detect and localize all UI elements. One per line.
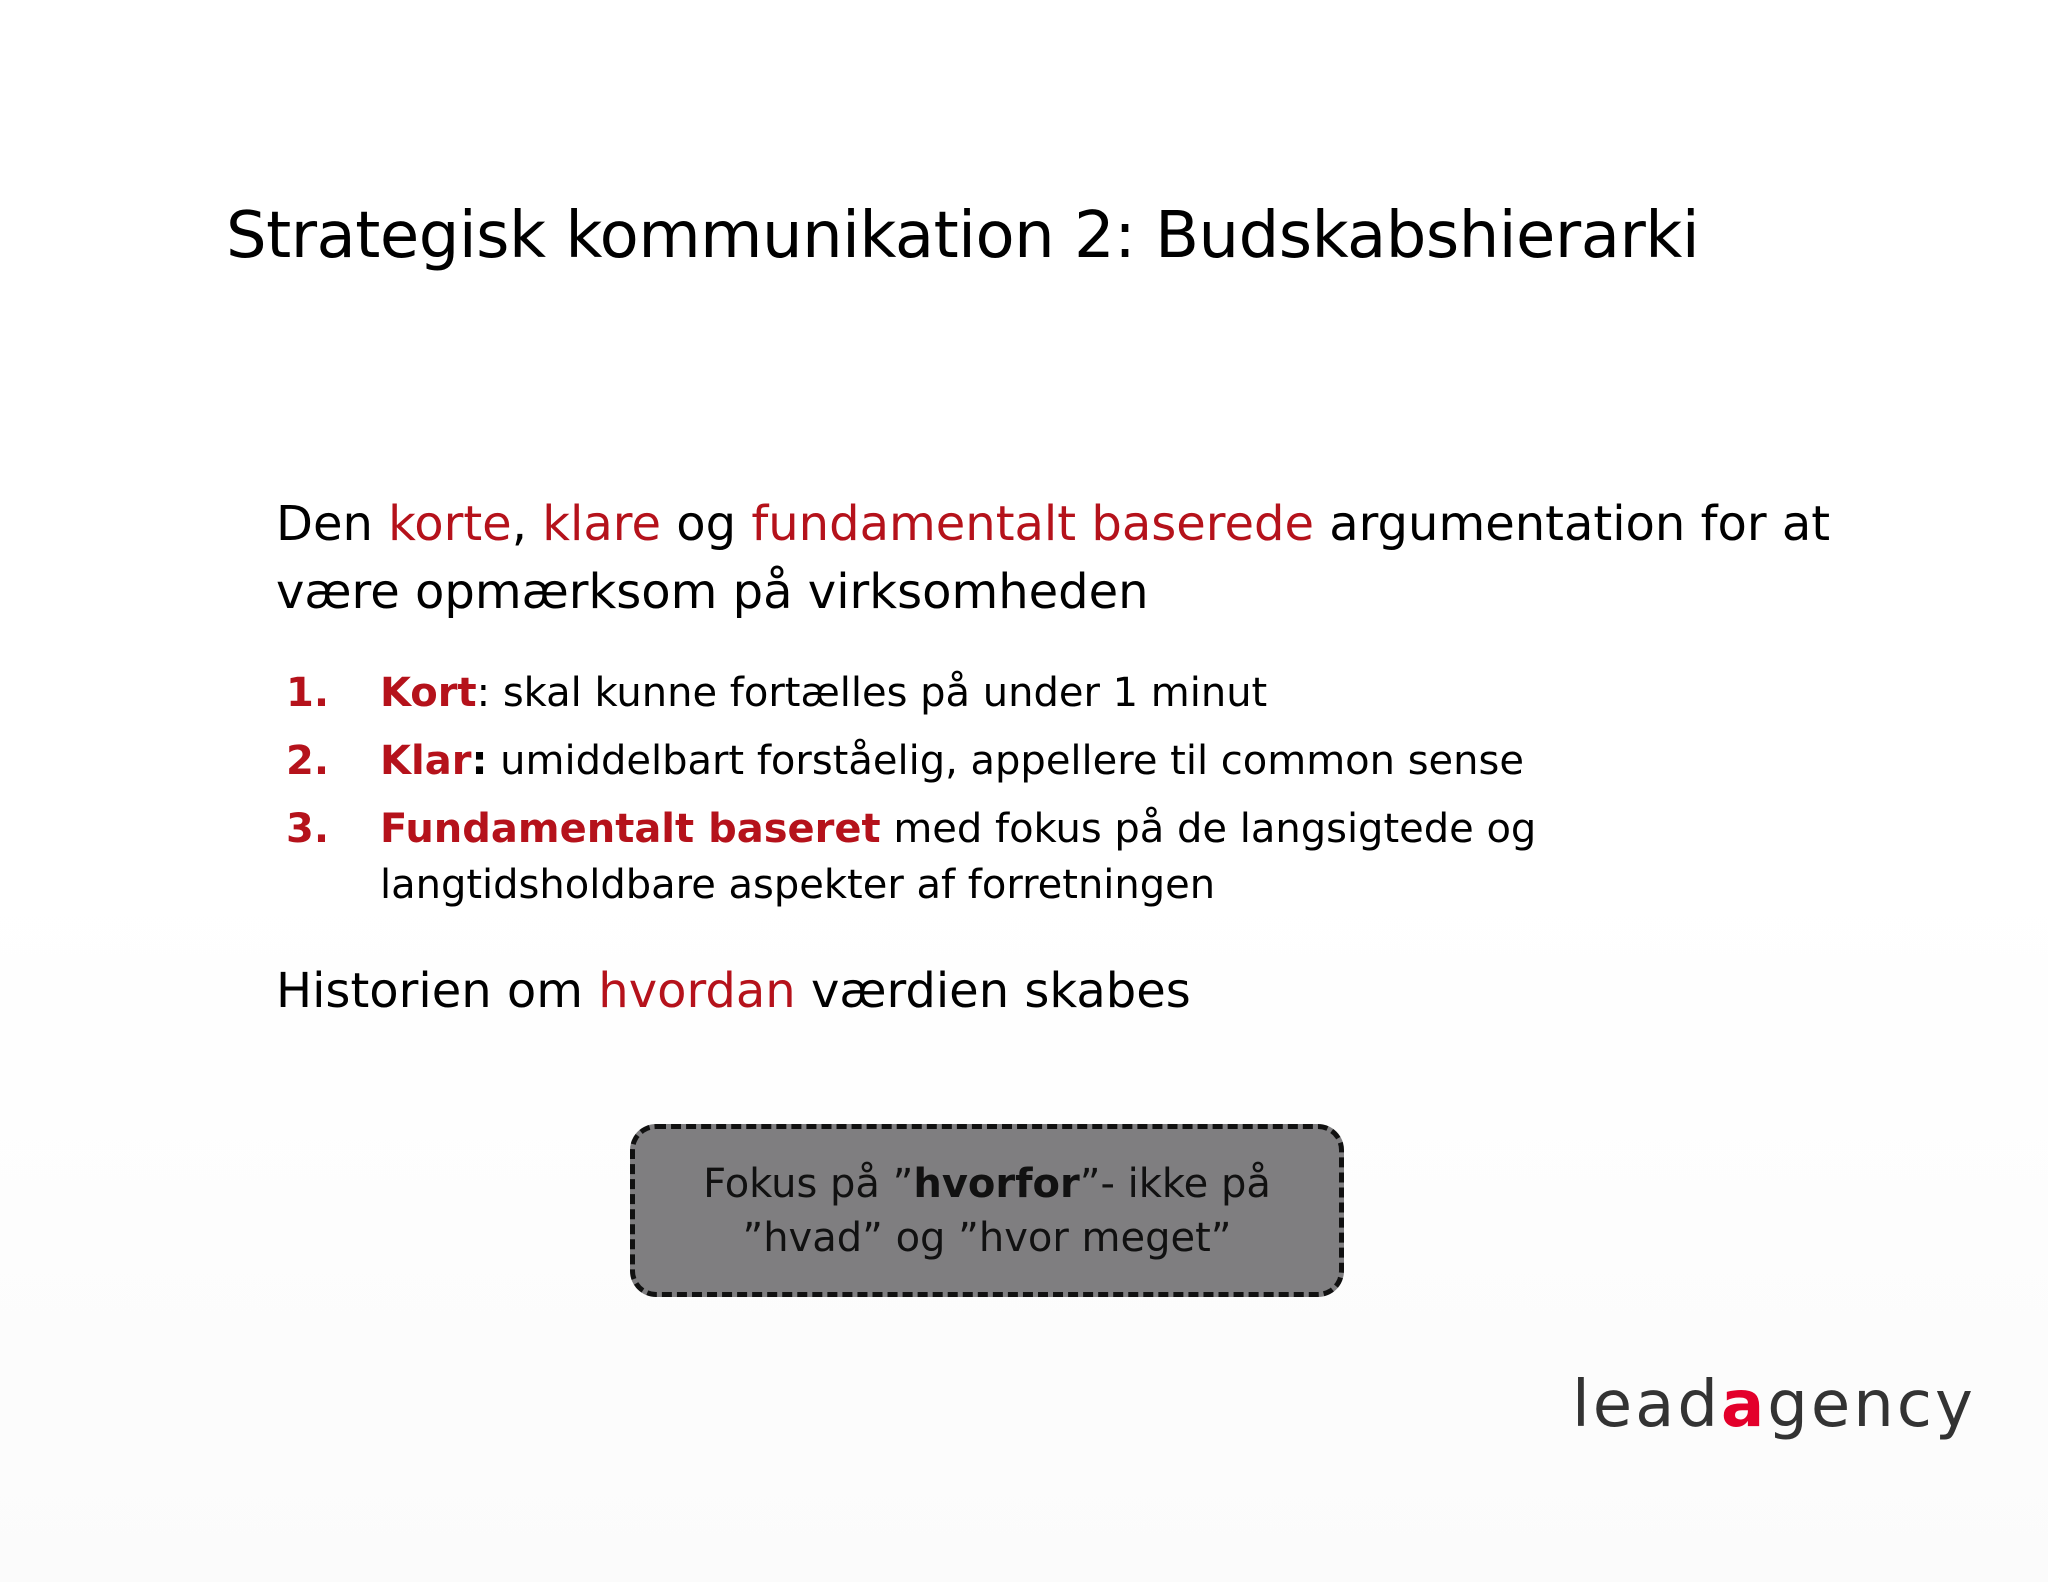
- list-item-separator: :: [471, 738, 488, 784]
- history-highlight: hvordan: [598, 963, 796, 1019]
- list-item: [276, 733, 1836, 789]
- logo-text: gency: [1767, 1368, 1976, 1442]
- lead-text: Den: [276, 496, 389, 552]
- list-item-text: skal kunne fortælles på under 1 minut: [490, 670, 1268, 716]
- lead-paragraph: [276, 490, 1836, 626]
- history-text: værdien skabes: [795, 963, 1191, 1019]
- list-item: [276, 801, 1836, 913]
- numbered-list: [276, 665, 1836, 925]
- callout-text-part: Fokus på ”: [703, 1160, 914, 1207]
- callout-box: [630, 1124, 1344, 1297]
- callout-text: [697, 1157, 1277, 1265]
- history-line: [276, 957, 1836, 1025]
- leadagency-logo: [1572, 1365, 1976, 1445]
- history-text: Historien om: [276, 963, 599, 1019]
- lead-text: argumentation for at være opmærksom på virksomheden: [276, 496, 1831, 620]
- list-item-text: umiddelbart forståelig, appellere til common sense: [487, 738, 1524, 784]
- slide-title: Strategisk kommunikation 2: Budskabshierarki: [226, 199, 1700, 273]
- callout-text-part: ”- ikke på ”hvad” og ”hvor meget”: [742, 1160, 1271, 1261]
- logo-accent-letter: a: [1721, 1368, 1768, 1442]
- callout-emphasis: hvorfor: [913, 1160, 1080, 1207]
- lead-highlight-fundamentalt: fundamentalt baserede: [751, 496, 1314, 552]
- list-item-number: 2.: [286, 738, 330, 784]
- list-item-separator: :: [476, 670, 491, 716]
- list-item-number: 3.: [286, 806, 330, 852]
- lead-highlight-korte: korte: [388, 496, 512, 552]
- list-item-term: Kort: [380, 670, 477, 716]
- list-item-number: 1.: [286, 670, 330, 716]
- lead-text: og: [661, 496, 752, 552]
- list-item-term: Fundamentalt baseret: [380, 806, 881, 852]
- list-item-text: med fokus på de langsigtede og langtidsholdbare aspekter af forretningen: [380, 806, 1537, 908]
- list-item-term: Klar: [380, 738, 472, 784]
- list-item: [276, 665, 1836, 721]
- lead-text: ,: [511, 496, 543, 552]
- logo-text: lead: [1572, 1368, 1721, 1442]
- lead-highlight-klare: klare: [542, 496, 661, 552]
